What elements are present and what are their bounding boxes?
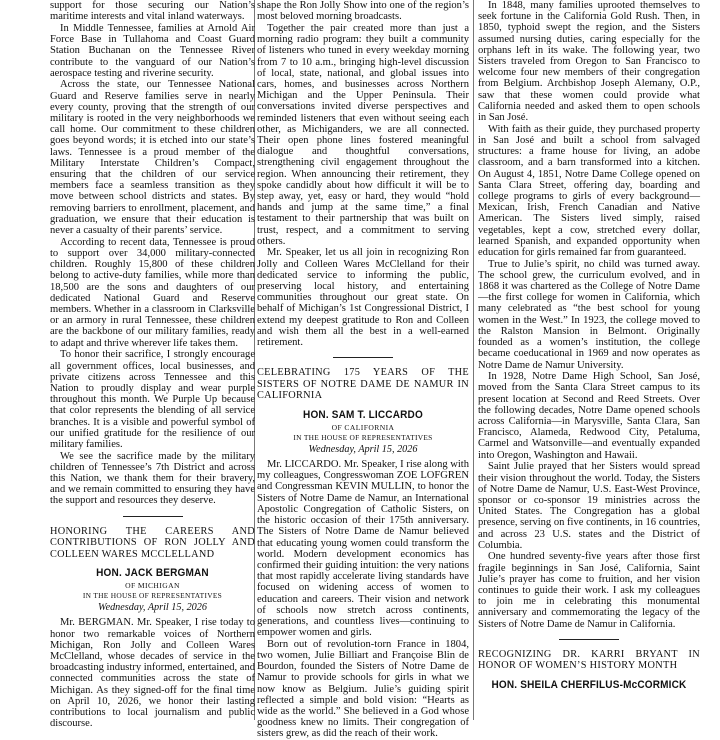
paragraph: Together the pair created more than just a morning radio program: they built a community of listeners who tuned in every weekday morning from 7 to 10 a.m., bringing high-level discussion of local, state, national, and global issues into cars, homes, and businesses across Northern Michigan and the Upper Peninsula. Their conversations invited diverse perspectives and reminded listeners that even without seeing each other, as Michiganders, we are all connected. Their open phone lines fostered meaningful dialogue and thoughtful conversations, strengthening civil engagement throughout the region. When announcing their retirement, they spoke candidly about how difficult it will be to step away, yet, easy or hard, they would “hold hands and jump at the same time,” a final testament to their partnership that was built on trust, respect, and a commitment to serving others.: [257, 22, 469, 247]
paragraph: Saint Julie prayed that her Sisters would spread their vision throughout the world. Today, the Sisters of Notre Dame de Namur, U.S. East-West Province, sponsor or co-sponsor 19 ministries across the United States. The Congregation has a global presence, serving on five continents, in 16 countries, and across 23 U.S. states and the District of Columbia.: [478, 461, 701, 551]
section-divider: [123, 516, 183, 517]
paragraph: In 1928, Notre Dame High School, San José, moved from the Santa Clara Street campus to its present location at Second and Reed Streets. Over the following decades, Notre Dame opened schools across California—in Marysville, Santa Clara, San Francisco, Alameda, Redwood City, Petaluma, Carmel and Watsonville—and eventually expanded into Oregon, Washington and Hawaii.: [478, 371, 700, 461]
section-divider: [559, 639, 619, 640]
paragraph: True to Julie’s spirit, no child was turned away. The school grew, the curriculum evolved, and in 1868 it was chartered as the College of Notre Dame—the first college for women in California, which many celebrated as “the best school for young women in the West.” In 1923, the college moved to the Ralston Mansion in Belmont. Originally founded as a women’s institution, the college became coeducational in 1969 and now operates as Notre Dame de Namur University.: [478, 258, 700, 371]
section-divider: [333, 357, 393, 358]
paragraph: shape the Ron Jolly Show into one of the region’s most beloved morning broadcasts.: [257, 0, 469, 23]
speaker-state: OF CALIFORNIA: [331, 423, 395, 433]
chamber-label: IN THE HOUSE OF REPRESENTATIVES: [82, 591, 223, 601]
speaker-state: OF MICHIGAN: [125, 581, 180, 591]
column-1: [50, 0, 256, 730]
section-heading: CELEBRATING 175 YEARS OF THE SISTERS OF NOTRE DAME DE NAMUR IN CALIFORNIA: [257, 367, 469, 402]
speech-date: Wednesday, April 15, 2026: [98, 602, 207, 614]
paragraph: In 1848, many families uprooted themselves to seek fortune in the California Gold Rush. Then, in 1850, typhoid swept the region, and the Sisters assumed nursing duties, caring especially for the orphans left in its wake. The following year, two Sisters traveled from Oregon to San Francisco to welcome four new members of their congregation from Belgium. Archbishop Joseph Alemany, O.P., saw that these women could provide what California needed and asked them to open schools in San José.: [478, 0, 700, 124]
paragraph: Mr. LICCARDO. Mr. Speaker, I rise along with my colleagues, Congresswoman ZOE LOFGREN and Congressman KEVIN MULLIN, to honor the Sisters of Notre Dame de Namur, an International Apostolic Congregation of Catholic Sisters, on the historic occasion of their 175th anniversary. The Sisters of Notre Dame de Namur believed that educating young women could transform the world. Modern development economics has confirmed their guiding intuition: the very nations that most rapidly accelerate living standards have focused on widening access of women to education and careers. Their vision and network of schools now stretch across continents, generations, and countless lives—continuing to empower women and girls.: [257, 459, 469, 639]
paragraph: In Middle Tennessee, families at Arnold Air Force Base in Tullahoma and Coast Guard Station Buchanan on the Tennessee River contribute to the vanguard of our Nation’s aerospace testing and riverine security.: [50, 22, 255, 79]
column-3: [478, 0, 700, 720]
paragraph: Mr. BERGMAN. Mr. Speaker, I rise today to honor two remarkable voices of Northern Michigan, Ron Jolly and Colleen Wares McClelland, whose decades of service in the broadcasting industry informed, entertained, and connected communities across the state of Michigan. As they signed-off for the final time on April 10, 2026, we honor their lasting contributions to local journalism and public discourse.: [50, 617, 256, 730]
chamber-label: IN THE HOUSE OF REPRESENTATIVES: [293, 433, 433, 443]
paragraph: With faith as their guide, they purchased property in San José and built a school from salvaged structures: a frame house for living, an adobe classroom, and a barn transformed into a kitchen. On August 4, 1851, Notre Dame College opened on Santa Clara Street, offering day, boarding and college programs to girls of every background—Mexican, Irish, French Canadian and Native American. The Sisters lived simply, raised vegetables, kept a cow, stretched every dollar, learned Spanish, and expanded opportunity when education for girls remained far from guaranteed.: [478, 123, 700, 258]
paragraph: We see the sacrifice made by the military children of Tennessee’s 7th District and across this Nation, we thank them for their bravery, and we remain committed to ensuring they have the support and resources they deserve.: [50, 450, 255, 507]
section-heading: RECOGNIZING DR. KARRI BRYANT IN HONOR OF WOMEN’S HISTORY MONTH: [478, 648, 700, 672]
paragraph: According to recent data, Tennessee is proud to support over 34,000 military-connected children. Roughly 15,800 of these children belong to active-duty families, while more than 18,500 are the sons and daughters of our dedicated National Guard and Reserve members. Whether in a classroom in Clarksville or an armory in rural Tennessee, these children are the backbone of our military families, ready to adapt and thrive wherever life takes them.: [50, 236, 255, 349]
column-2: [257, 0, 469, 740]
speaker-name: HON. JACK BERGMAN: [96, 567, 209, 580]
paragraph: Mr. Speaker, let us all join in recognizing Ron Jolly and Colleen Wares McClelland for their dedicated service to informing the public, preserving local history, and entertaining communities throughout our great state. On behalf of Michigan’s 1st Congressional District, I extend my deepest gratitude to Ron and Colleen and wish them all the best in a well-earned retirement.: [257, 247, 469, 349]
paragraph: Across the state, our Tennessee National Guard and Reserve families serve in nearly every county, proving that the strength of our military is rooted in the very neighborhoods we call home. Our commitment to these children goes beyond words; it is etched into our state’s laws. Tennessee is a proud member of the Military Interstate Children’s Compact, ensuring that the children of our service members face a seamless transition as they move between school districts and states. By removing barriers to enrollment, placement, and graduation, we ensure that their education is never a casualty of their parents’ service.: [50, 79, 255, 237]
section-heading: HONORING THE CAREERS AND CONTRIBUTIONS OF RON JOLLY AND COLLEEN WARES MCCLELLAND: [50, 525, 255, 560]
column-rule-2: [473, 0, 474, 720]
paragraph: One hundred seventy-five years after those first fragile beginnings in San José, California, Saint Julie’s prayer has come to fruition, and her vision continues to guide their work. I ask my colleagues to join me in celebrating this monumental anniversary and commemorating the legacy of the Sisters of Notre Dame de Namur in California.: [478, 551, 700, 630]
paragraph: support for those securing our Nation’s maritime interests and vital inland waterways.: [50, 0, 255, 23]
speech-date: Wednesday, April 15, 2026: [308, 444, 418, 456]
paragraph: Born out of revolution-torn France in 1804, two women, Julie Billiart and Françoise Blin de Bourdon, founded the Sisters of Notre Dame de Namur to provide schools for girls in what we now know as Belgium. Julie’s guiding spirit reflected a simple and bold vision: “Hearts as wide as the world.” She believed in a God whose goodness knew no limits. Their congregation of sisters grew, as did the reach of their work.: [257, 638, 469, 740]
paragraph: To honor their sacrifice, I strongly encourage all government offices, local businesses, and private citizens across Tennessee and this Nation to proudly display and wear purple throughout this month. We Purple Up because that color represents the blending of all service branches. It is a visible and powerful symbol of our unified gratitude for the resilience of our military families.: [50, 349, 255, 450]
speaker-name: HON. SHEILA CHERFILUS-McCORMICK: [491, 679, 687, 692]
speaker-name: HON. SAM T. LICCARDO: [303, 409, 423, 422]
